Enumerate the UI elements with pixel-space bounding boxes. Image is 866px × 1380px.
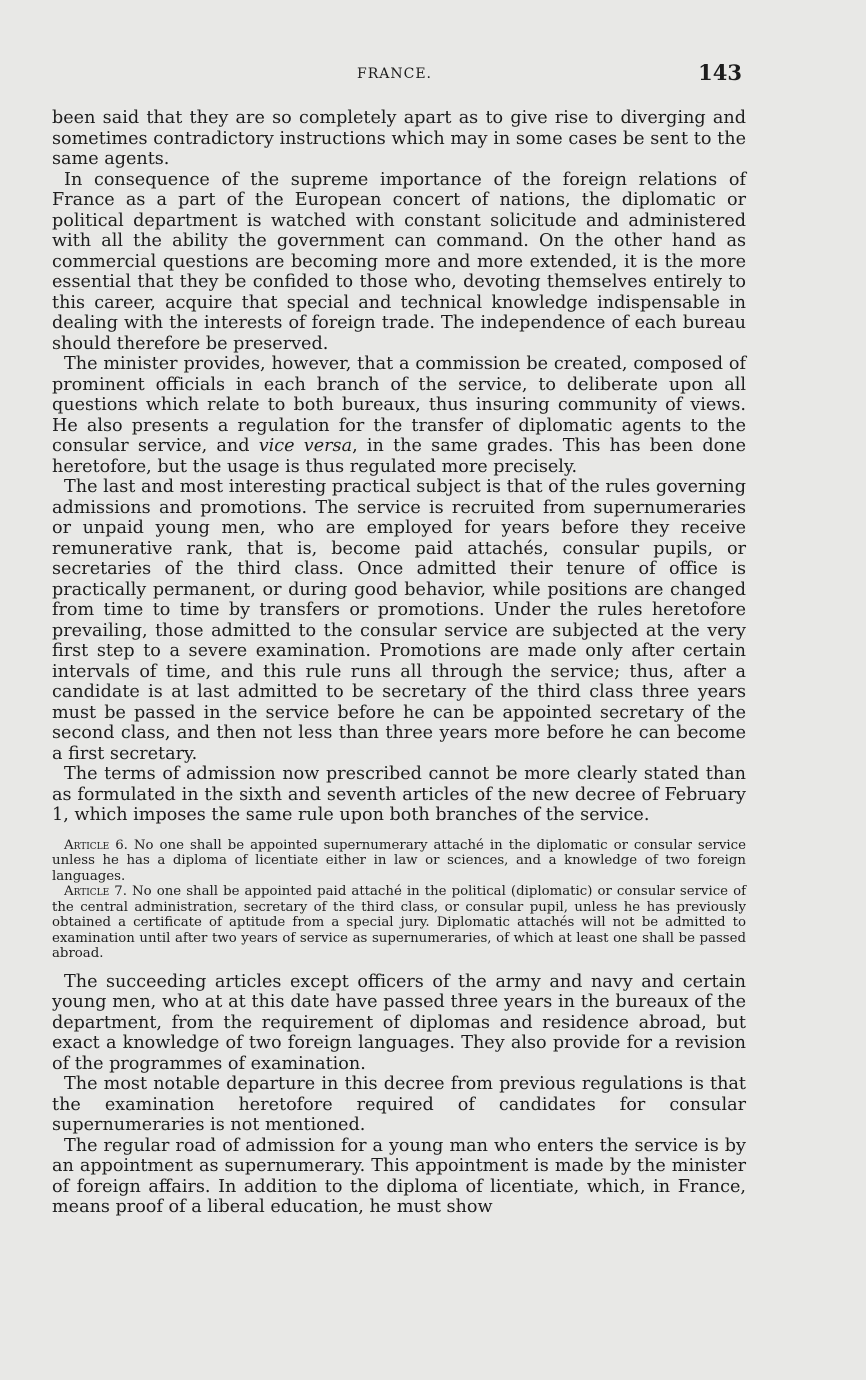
article-7-label: Article 7. — [64, 884, 127, 899]
paragraph-terms: The terms of admission now prescribed cannot be more clearly stated than as formulated in the sixth and seventh articles of the new decree of February 1, which imposes the same rule upon both branches of the service. — [52, 764, 746, 825]
body-text — [52, 108, 746, 1218]
running-head: FRANCE. — [357, 66, 432, 82]
page-number: 143 — [698, 60, 742, 85]
page-header — [52, 58, 742, 88]
paragraph-commission — [52, 354, 746, 477]
article-6 — [52, 838, 746, 885]
paragraph-commission-part1: The minister provides, however, that a commission be created, composed of prominent officials in each branch of the service, to deliberate upon all questions which relate to both bureaux, thus insuring community of views. He also presents a regulation for the transfer of diplomatic agents to the consular service, and — [52, 354, 746, 456]
paragraph-notable-departure: The most notable departure in this decree from previous regulations is that the examination heretofore required of candidates for consular supernumeraries is not mentioned. — [52, 1074, 746, 1135]
article-6-label: Article 6. — [64, 837, 128, 853]
paragraph-commission-part2: , in the same grades. This has been done heretofore, but the usage is thus regulated more precisely. — [52, 436, 746, 477]
article-6-text: No one shall be appointed supernumerary attaché in the diplomatic or consular service unless he has a diploma of licentiate either in law or sciences, and a knowledge of two foreign languages. — [52, 837, 746, 884]
paragraph-foreign-relations: In consequence of the supreme importance of the foreign relations of France as a part of the European concert of nations, the diplomatic or political department is watched with constant solicitude and administered with all the ability the government can command. On the other hand as commercial questions are becoming more and more extended, it is the more essential that they be confided to those who, devoting themselves entirely to this career, acquire that special and technical knowledge indispensable in dealing with the interests of foreign trade. The independence of each bureau should therefore be preserved. — [52, 169, 746, 354]
paragraph-continued: been said that they are so completely apart as to give rise to diverging and sometimes contradictory instructions which may in some cases be sent to the same agents. — [52, 108, 746, 169]
paragraph-succeeding-articles: The succeeding articles except officers of the army and navy and certain young men, who at at this date have passed three years in the bureaux of the department, from the requirement of diplomas and residence abroad, but exact a knowledge of two foreign languages. They also provide for a revision of the programmes of examination. — [52, 971, 746, 1074]
paragraph-regular-road: The regular road of admission for a young man who enters the service is by an appointment as supernumerary. This appointment is made by the minister of foreign affairs. In addition to the diploma of licentiate, which, in France, means proof of a liberal education, he must show — [52, 1135, 746, 1217]
paragraph-admissions: The last and most interesting practical subject is that of the rules governing admissions and promotions. The service is recruited from supernumeraries or unpaid young men, who are employed for years before they receive remunerative rank, that is, become paid attachés, consular pupils, or secretaries of the third class. Once admitted their tenure of office is practically permanent, or during good behavior, while positions are changed from time to time by transfers or promotions. Under the rules heretofore prevailing, those admitted to the consular service are subjected at the very first step to a severe examination. Promotions are made only after certain intervals of time, and this rule runs all through the service; thus, after a candidate is at last admitted to be secretary of the third class three years must be passed in the service before he can be appointed secretary of the second class, and then not less than three years more before he can become a first secretary. — [52, 477, 746, 764]
article-7-text: No one shall be appointed paid attaché in the political (diplomatic) or consular service of the central administration, secretary of the third class, or consular pupil, unless he has previously obtained a certificate of aptitude from a special jury. Diplomatic attachés will not be admitted to examination until after two years of service as supernumeraries, of which at least one shall be passed abroad. — [52, 884, 746, 961]
decree-articles-quote — [52, 838, 746, 962]
vice-versa-italic: vice versa — [258, 436, 353, 456]
article-7 — [52, 884, 746, 962]
